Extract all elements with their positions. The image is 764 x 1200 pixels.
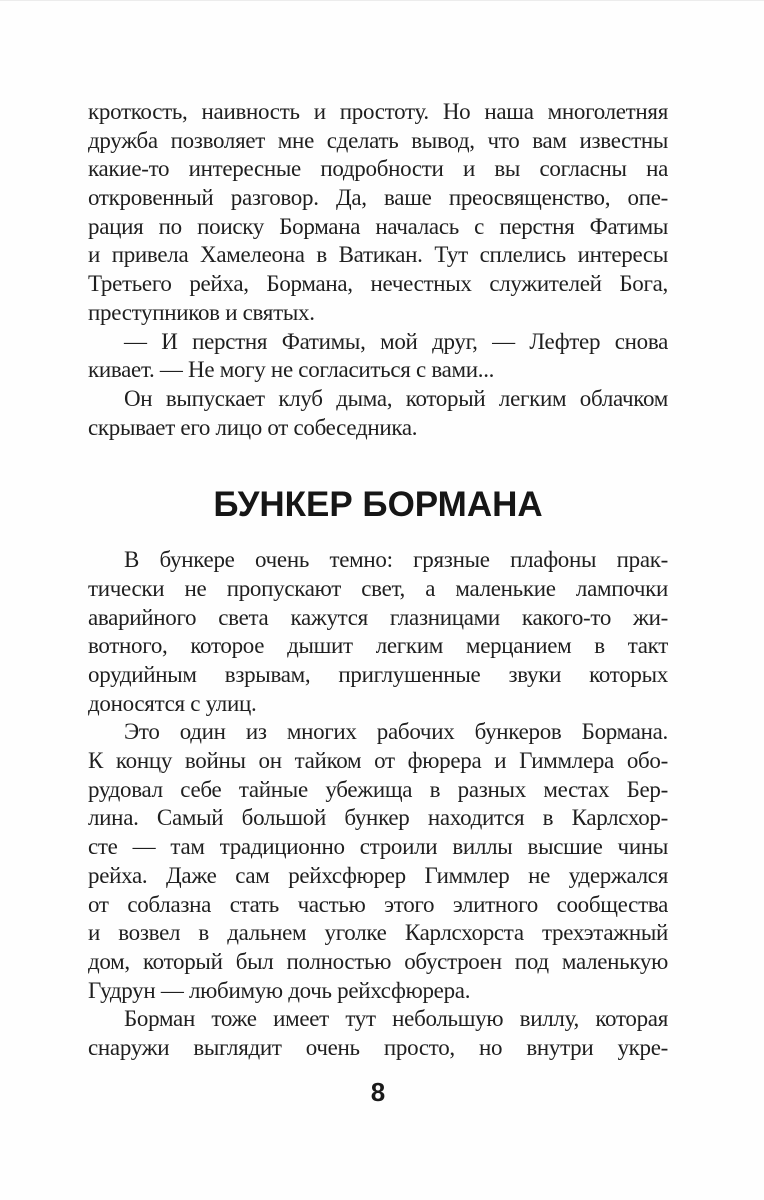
paragraph — [88, 1005, 668, 1062]
text-line: рудовал себе тайные убежища в разных местах Бер- — [88, 776, 668, 802]
text-line: — И перстня Фатимы, мой друг, — Лефтер снова — [124, 328, 668, 354]
text-line: В бункере очень темно: грязные плафоны прак- — [124, 547, 668, 573]
text-line: дружба позволяет мне сделать вывод, что вам известны — [88, 127, 668, 153]
text-line: рейха. Даже сам рейхсфюрер Гиммлер не удержался — [88, 862, 668, 888]
text-line: откровенный разговор. Да, ваше преосвященство, опе- — [88, 185, 668, 211]
text-line: какие-то интересные подробности и вы согласны на — [88, 156, 668, 182]
text-line: сте — там традиционно строили виллы высшие чины — [88, 834, 668, 860]
text-line: преступников и святых. — [88, 299, 315, 325]
text-line: Третьего рейха, Бормана, нечестных служителей Бога, — [88, 271, 668, 297]
text-line: Гудрун — любимую дочь рейхсфюрера. — [88, 977, 471, 1003]
text-line: рация по поиску Бормана началась с перстня Фатимы — [88, 213, 668, 239]
text-line: кивает. — Не могу не согласиться с вами... — [88, 357, 495, 383]
text-line: вотного, которое дышит легким мерцанием в такт — [88, 633, 668, 659]
text-line: лина. Самый большой бункер находится в Карлсхор- — [88, 805, 668, 831]
text-line: К концу войны он тайком от фюрера и Гиммлера обо- — [88, 748, 668, 774]
text-line: аварийного света кажутся глазницами какого-то жи- — [88, 604, 668, 630]
text-line: Борман тоже имеет тут небольшую виллу, которая — [124, 1006, 668, 1032]
text-line: орудийным взрывам, приглушенные звуки которых — [88, 662, 668, 687]
text-line: и привела Хамелеона в Ватикан. Тут сплелись интересы — [88, 242, 668, 268]
text-line: и возвел в дальнем уголке Карлсхорста трехэтажный — [88, 920, 668, 946]
text-line: кроткость, наивность и простоту. Но наша многолетняя — [88, 99, 668, 124]
text-line: Это один из многих рабочих бункеров Бормана. — [124, 719, 668, 745]
text-line: снаружи выглядит очень просто, но внутри укре- — [88, 1034, 668, 1060]
paragraph — [88, 718, 668, 1005]
text-line: скрывает его лицо от собеседника. — [88, 414, 418, 440]
text-line: дом, который был полностью обустроен под маленькую — [88, 948, 668, 974]
page-number: 8 — [370, 1077, 386, 1107]
paragraph — [88, 328, 668, 385]
paragraph — [88, 98, 668, 328]
text-line: доносятся с улиц. — [88, 690, 257, 716]
paragraph — [88, 546, 668, 718]
text-line: от соблазна стать частью этого элитного сообщества — [88, 891, 668, 917]
chapter-heading: БУНКЕР БОРМАНА — [213, 485, 543, 525]
text-line: тически не пропускают свет, а маленькие лампочки — [88, 575, 668, 601]
text-block — [88, 98, 668, 1063]
text-line: Он выпускает клуб дыма, который легким облачком — [124, 385, 668, 411]
paragraph — [88, 385, 668, 442]
